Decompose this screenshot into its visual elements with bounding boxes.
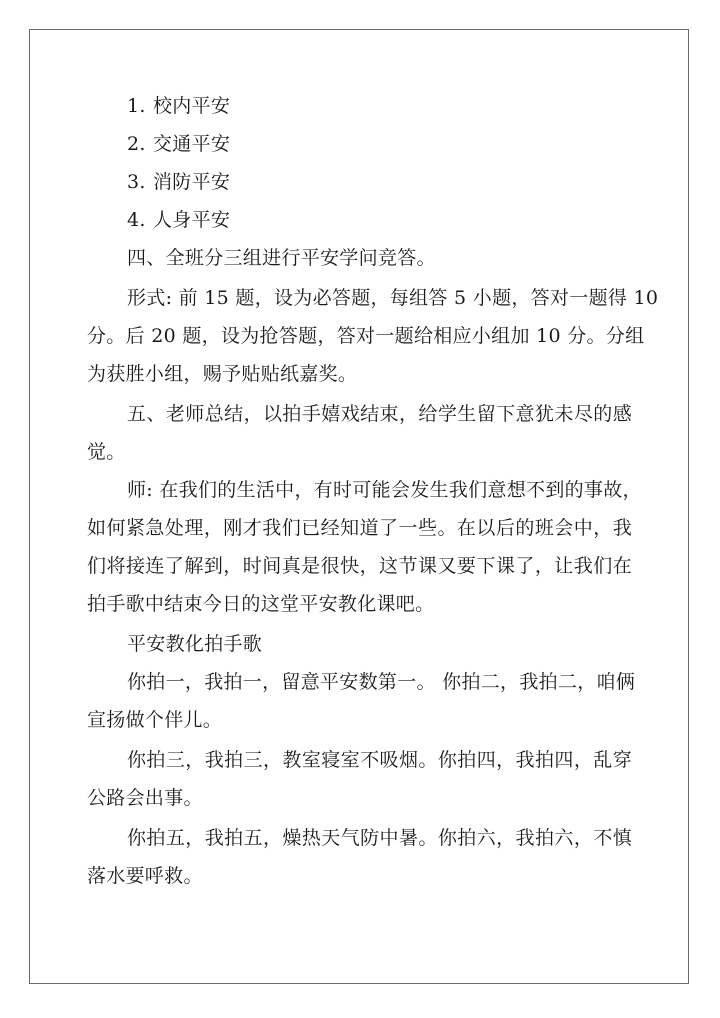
song-verse-line: 你拍一，我拍一，留意平安数第一。 你拍二，我拍二，咱俩 <box>127 671 636 693</box>
list-item <box>127 170 230 194</box>
paragraph-form-line: 形式: 前 15 题，设为必答题，每组答 5 小题，答对一题得 10 <box>127 287 659 309</box>
list-text: 消防平安 <box>153 171 231 193</box>
paragraph-form-line: 为获胜小组，赐予贴贴纸嘉奖。 <box>87 363 358 385</box>
paragraph-four: 四、全班分三组进行平安学问竞答。 <box>127 247 436 269</box>
list-number: 1. <box>127 95 146 117</box>
list-text: 交通平安 <box>153 133 231 155</box>
song-verse-line: 落水要呼救。 <box>87 865 203 887</box>
list-item <box>127 132 230 156</box>
list-number: 4. <box>127 209 146 231</box>
paragraph-five-line: 觉。 <box>87 441 126 463</box>
paragraph-five-line: 五、老师总结，以拍手嬉戏结束，给学生留下意犹未尽的感 <box>127 403 632 425</box>
song-verse-line: 你拍三，我拍三，教室寝室不吸烟。你拍四，我拍四，乱穿 <box>127 749 632 771</box>
list-text: 人身平安 <box>153 209 231 231</box>
list-number: 3. <box>127 171 146 193</box>
paragraph-form-line: 分。后 20 题，设为抢答题，答对一题给相应小组加 10 分。分组 <box>87 325 645 347</box>
list-item <box>127 94 230 118</box>
paragraph-teacher-line: 如何紧急处理，刚才我们已经知道了一些。在以后的班会中，我 <box>87 517 632 539</box>
paragraph-teacher-line: 们将接连了解到，时间真是很快，这节课又要下课了，让我们在 <box>87 555 632 577</box>
list-number: 2. <box>127 133 146 155</box>
paragraph-teacher-line: 师: 在我们的生活中，有时可能会发生我们意想不到的事故， <box>127 479 642 501</box>
paragraph-teacher-line: 拍手歌中结束今日的这堂平安教化课吧。 <box>87 593 435 615</box>
list-text: 校内平安 <box>153 95 231 117</box>
song-verse-line: 宣扬做个伴儿。 <box>87 709 223 731</box>
list-item <box>127 208 230 232</box>
song-verse-line: 你拍五，我拍五，燥热天气防中暑。你拍六，我拍六，不慎 <box>127 827 632 849</box>
song-verse-line: 公路会出事。 <box>87 787 203 809</box>
song-title: 平安教化拍手歌 <box>127 633 263 655</box>
